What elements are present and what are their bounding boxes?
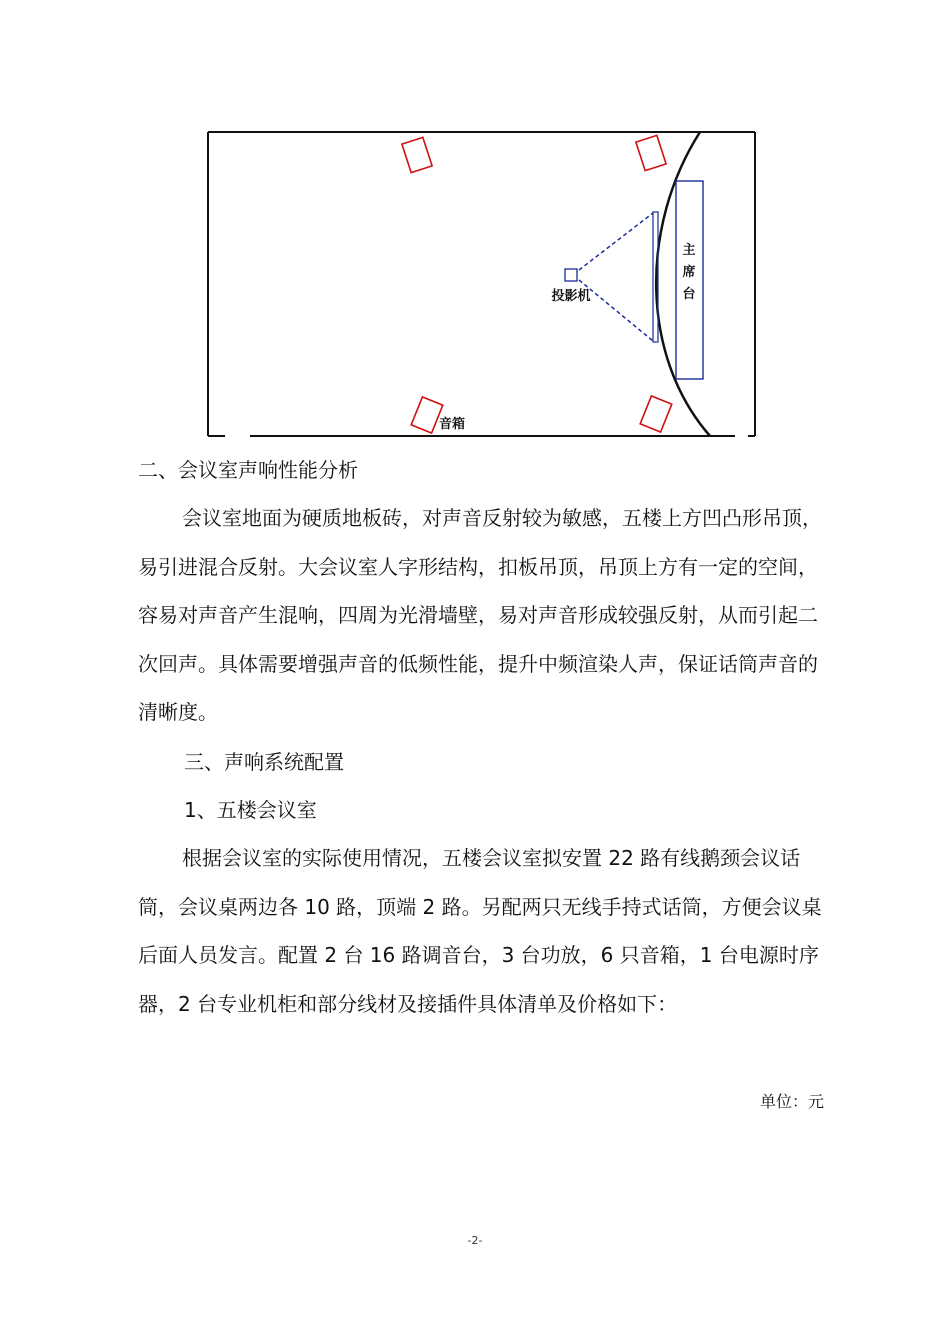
speaker-icon	[636, 135, 666, 170]
speaker-icon	[640, 396, 672, 432]
main-stage-label: 主	[682, 243, 696, 258]
room-walls	[208, 132, 755, 436]
page-number: -2-	[467, 1234, 483, 1247]
section-3-paragraph: 根据会议室的实际使用情况，五楼会议室拟安置 22 路有线鹅颈会议话筒，会议桌两边各 10 路，顶端 2 路。另配两只无线手持式话筒，方便会议桌后面人员发言。配置 2 台 16 路调音台，3 台功放，6 只音箱，1 台电源时序器，2 台专业机柜和部分线材及接插件具体清单及价格如下：	[138, 846, 822, 1016]
unit-note: 单位：元	[759, 1092, 824, 1111]
main-stage	[676, 181, 703, 379]
section-2-heading: 二、会议室声响性能分析	[138, 458, 358, 482]
svg-text:台: 台	[682, 287, 696, 302]
speaker-label: 音箱	[438, 417, 466, 432]
svg-text:席: 席	[682, 265, 696, 280]
section-3-heading: 三、声响系统配置	[184, 750, 344, 774]
projector-icon	[565, 269, 577, 281]
curved-front-wall	[656, 132, 710, 436]
section-3-subheading: 1、五楼会议室	[184, 798, 317, 822]
speaker-icons	[402, 135, 672, 433]
conference-room-floor-plan	[200, 126, 762, 444]
projector-label: 投影机	[551, 289, 591, 304]
speaker-icon	[402, 137, 432, 172]
section-2-paragraph: 会议室地面为硬质地板砖，对声音反射较为敏感，五楼上方凹凸形吊顶，易引进混合反射。大会议室人字形结构，扣板吊顶，吊顶上方有一定的空间，容易对声音产生混响，四周为光滑墙壁，易对声音形成较强反射，从而引起二次回声。具体需要增强声音的低频性能，提升中频渲染人声，保证话筒声音的清晰度。	[138, 506, 822, 724]
